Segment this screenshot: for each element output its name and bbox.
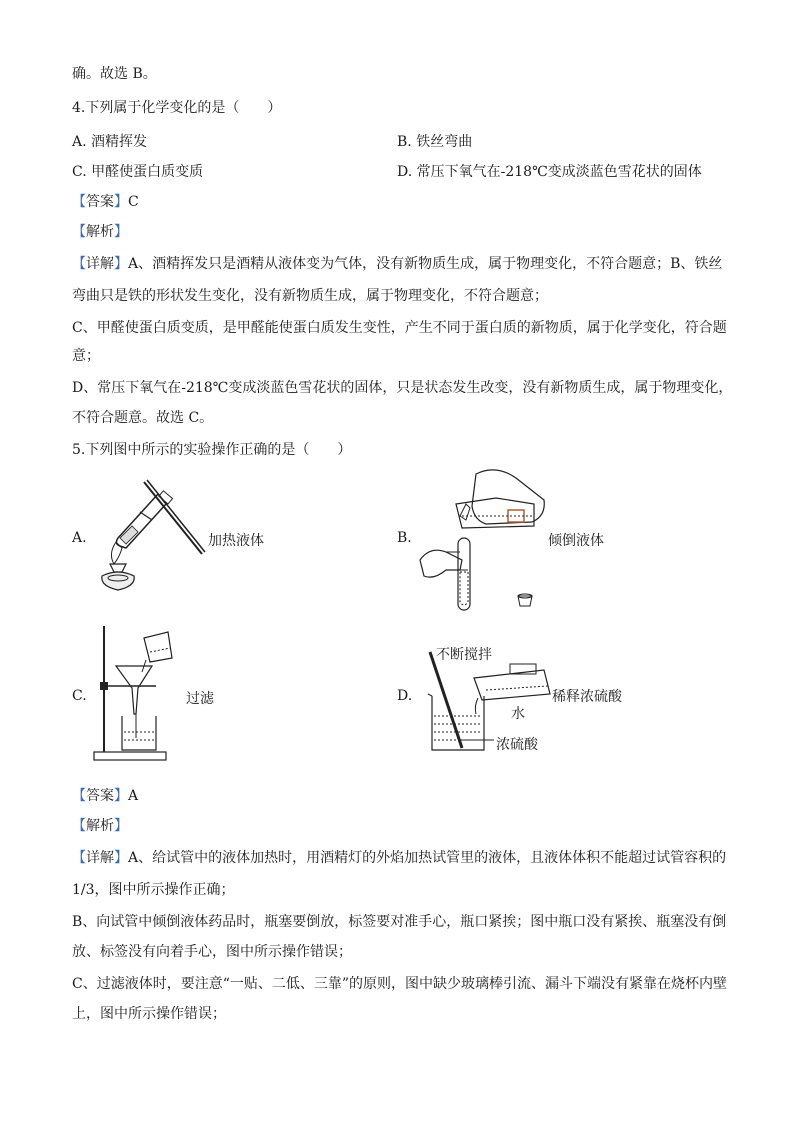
detail-label: 详解 (86, 850, 114, 866)
analysis-label: 解析 (86, 818, 114, 834)
answer-5: 【答案】A (72, 788, 139, 804)
figure-c-label: 过滤 (186, 691, 214, 707)
text-line: 确。故选 B。 (72, 66, 157, 82)
figure-d-label: 稀释浓硫酸 (552, 689, 622, 705)
detail-line-2: 弯曲只是铁的形状发生变化，没有新物质生成，属于物理变化，不符合题意； (72, 288, 548, 304)
answer-label: 答案 (86, 194, 114, 210)
question-4: 4.下列属于化学变化的是（ ） (72, 100, 282, 116)
analysis-label: 解析 (86, 224, 114, 240)
figure-a-letter: A. (72, 530, 87, 546)
analysis-4: 【解析】 (72, 224, 128, 240)
figure-b-letter: B. (397, 530, 412, 546)
figure-c-letter: C. (72, 688, 87, 704)
detail-line-5: D、常压下氧气在-218℃变成淡蓝色雪花状的固体，只是状态发生改变，没有新物质生成，属于物理变化， (72, 380, 733, 396)
detail-line-4: 意； (72, 348, 100, 364)
answer-value: A (128, 788, 139, 804)
detail-line-6: 不符合题意。故选 C。 (72, 410, 214, 426)
detail-label: 详解 (86, 256, 114, 272)
detail-line-1: 【详解】A、酒精挥发只是酒精从液体变为气体，没有新物质生成，属于物理变化，不符合题意；B、铁丝 (72, 256, 723, 272)
option-c: C. 甲醛使蛋白质变质 (72, 164, 204, 180)
figure-c-filtration (90, 622, 190, 764)
analysis-5: 【解析】 (72, 818, 128, 834)
option-b: B. 铁丝弯曲 (397, 134, 473, 150)
question-5: 5.下列图中所示的实验操作正确的是（ ） (72, 442, 352, 458)
answer-label: 答案 (86, 788, 114, 804)
detail-text: A、给试管中的液体加热时，用酒精灯的外焰加热试管里的液体，且液体体积不能超过试管容积的 (128, 850, 727, 866)
figure-a-heating (92, 476, 212, 596)
figure-d-letter: D. (397, 688, 413, 704)
figure-b-label: 倾倒液体 (548, 533, 604, 549)
detail-line-3: C、甲醛使蛋白质变质，是甲醛能使蛋白质发生变性，产生不同于蛋白质的新物质，属于化学变化，符合题 (72, 320, 727, 336)
figure-d-label-stir: 不断搅拌 (436, 647, 492, 663)
detail5-line-5: C、过滤液体时，要注意“一贴、二低、三靠”的原则，图中缺少玻璃棒引流、漏斗下端没有紧靠在烧杯内壁 (72, 976, 728, 992)
figure-a-label: 加热液体 (208, 533, 264, 549)
answer-value: C (128, 194, 139, 210)
answer-4: 【答案】C (72, 194, 139, 210)
option-d: D. 常压下氧气在-218℃变成淡蓝色雪花状的固体 (397, 164, 702, 180)
detail5-line-1: 【详解】A、给试管中的液体加热时，用酒精灯的外焰加热试管里的液体，且液体体积不能超过试管容积的 (72, 850, 727, 866)
detail-text: A、酒精挥发只是酒精从液体变为气体，没有新物质生成，属于物理变化，不符合题意；B、铁丝 (128, 256, 723, 272)
detail5-line-4: 放、标签没有向着手心，图中所示操作错误； (72, 944, 352, 960)
detail5-line-3: B、向试管中倾倒液体药品时，瓶塞要倒放，标签要对准手心，瓶口紧挨；图中瓶口没有紧挨、瓶塞没有倒 (72, 914, 727, 930)
figure-d-label-acid: 浓硫酸 (496, 737, 538, 753)
figure-d-label-water: 水 (511, 706, 525, 722)
option-a: A. 酒精挥发 (72, 134, 148, 150)
figure-b-pouring (416, 460, 546, 615)
detail5-line-6: 上，图中所示操作错误； (72, 1006, 226, 1022)
detail5-line-2: 1/3，图中所示操作正确； (72, 882, 235, 898)
